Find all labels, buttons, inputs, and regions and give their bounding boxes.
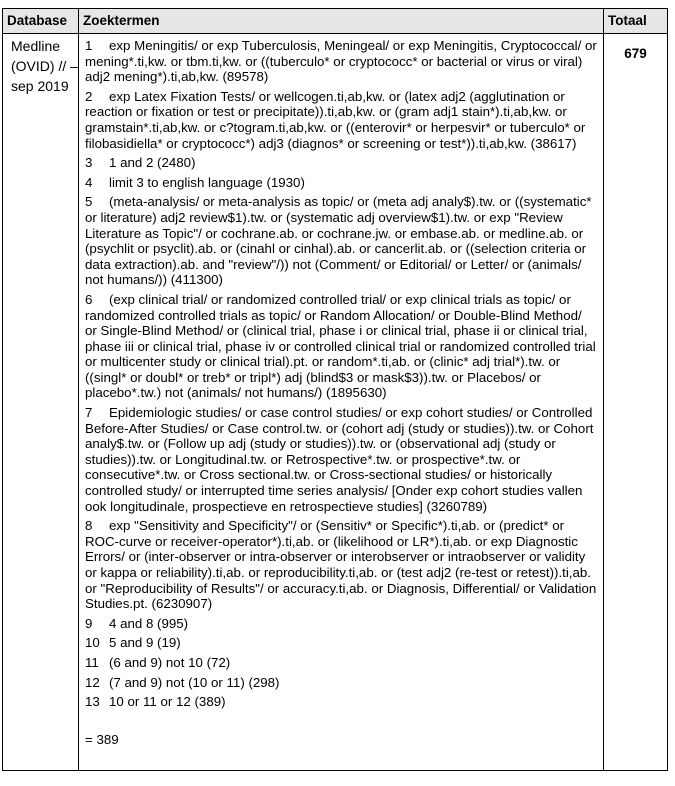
search-line <box>85 175 597 191</box>
search-line-number: 3 <box>85 155 93 171</box>
search-strategy-table <box>2 8 668 771</box>
header-total: Totaal <box>604 9 668 34</box>
search-line-text: exp Latex Fixation Tests/ or wellcogen.ti,ab,kw. or (latex adj2 (agglutination or reaction or fixation or test or precipitate)).ti,ab,kw. or (gram adj1 stain*).ti,ab,kw. or gramstain*.ti,ab,kw. or c?togram.ti,ab,kw. or ((enterovir* or herpesvir* or tuberculo* or filobasidiella* or cryptococc*) adj3 (diagnos* or screening or test*)).ti,ab,kw. (38617) <box>85 88 586 151</box>
search-line-text: (meta-analysis/ or meta-analysis as topic/ or (meta adj analy$).tw. or ((systematic* or literature) adj2 review$1).tw. or (systematic adj overview$1).tw. or exp "Review Literature as Topic"/ or cochrane.ab. or cochrane.jw. or embase.ab. or medline.ab. or (psychlit or psyclit).ab. or (cinahl or cinhal).ab. or cancerlit.ab. or ((selection criteria or data extraction).ab. and "review"/)) not (Comment/ or Editorial/ or Letter/ or (animals/ not humans/)) (411300) <box>85 194 592 288</box>
search-line <box>85 518 597 612</box>
header-search-terms: Zoektermen <box>79 9 604 34</box>
search-terms-cell <box>79 34 604 771</box>
search-line <box>85 292 597 401</box>
search-line-text: limit 3 to english language (1930) <box>109 174 305 190</box>
search-line <box>85 675 597 691</box>
search-line-number: 4 <box>85 174 93 190</box>
search-line-text: (exp clinical trial/ or randomized controlled trial/ or exp clinical trials as topic/ or randomized controlled trials as topic/ or Random Allocation/ or Double-Blind Method/ or Single-Blind Method/ or (clinical trial, phase i or clinical trial, phase ii or clinical trial, phase iii or clinical trial, phase iv or controlled clinical trial or randomized controlled trial or multicenter study or clinical trial).pt. or random*.ti,ab. or (clinic* adj trial*).tw. or ((singl* or doubl* or treb* or tripl*) adj (blind$3 or mask$3)).tw. or Placebos/ or placebo*.tw.) not (animals/ not humans/) (1895630) <box>85 291 596 401</box>
search-line-text: Epidemiologic studies/ or case control studies/ or exp cohort studies/ or Controlled Before-After Studies/ or Case control.tw. or (cohort adj (study or studies)).tw. or Cohort analy$.tw. or (Follow up adj (study or studies)).tw. or (observational adj (study or studies)).tw. or Longitudinal.tw. or Retrospective*.tw. or prospective*.tw. or consecutive*.tw. or Cross sectional.tw. or Cross-sectional studies/ or historically controlled study/ or interrupted time series analysis/ [Onder exp cohort studies vallen ook longitudinale, prospectieve en retrospectieve studies] (3260789) <box>85 405 594 514</box>
search-line-number: 12 <box>85 674 100 690</box>
search-line-number: 11 <box>85 654 99 670</box>
search-line-number: 6 <box>85 291 93 307</box>
search-line-number: 7 <box>85 405 93 421</box>
search-line-text: exp Meningitis/ or exp Tuberculosis, Meningeal/ or exp Meningitis, Cryptococcal/ or mening*.ti,kw. or tbm.ti,kw. or ((tuberculo* or cryptococc* or bacterial or virus or viral) adj2 mening*).ti,ab,kw. (89578) <box>85 38 597 85</box>
header-row <box>3 9 668 34</box>
search-line-number: 13 <box>85 694 100 710</box>
search-line-text: 5 and 9 (19) <box>109 635 181 651</box>
search-line <box>85 194 597 288</box>
search-line-number: 8 <box>85 518 93 534</box>
search-line-text: 4 and 8 (995) <box>109 615 189 631</box>
search-line-text: 1 and 2 (2480) <box>109 155 196 171</box>
search-line-number: 5 <box>85 194 93 210</box>
search-line-number: 2 <box>85 88 93 104</box>
search-line-text: exp "Sensitivity and Specificity"/ or (Sensitiv* or Specific*).ti,ab. or (predict* or ROC-curve or receiver-operator*).ti,ab. or (likelihood or LR*).ti,ab. or exp Diagnostic Errors/ or (inter-observer or intra-observer or interobserver or intraobserver or validity or kappa or reliability).ti,ab. or reproducibility.ti,ab. or (test adj2 (re-test or retest)).ti,ab. or "Reproducibility of Results"/ or accuracy.ti,ab. or Diagnosis, Differential/ or Validation Studies.pt. (6230907) <box>85 518 597 612</box>
search-line-number: 10 <box>85 635 100 651</box>
search-line <box>85 405 597 514</box>
result-count: = 389 <box>85 731 119 747</box>
search-line-text: 10 or 11 or 12 (389) <box>109 694 226 710</box>
total-cell: 679 <box>604 34 668 771</box>
search-line-number: 1 <box>85 38 93 53</box>
database-cell: Medline (OVID) // – sep 2019 <box>3 34 79 771</box>
search-line <box>85 655 597 671</box>
search-line <box>85 694 597 710</box>
search-line <box>85 38 597 85</box>
search-line-text: (6 and 9) not 10 (72) <box>109 654 231 670</box>
search-line <box>85 155 597 171</box>
search-line-text: (7 and 9) not (10 or 11) (298) <box>109 674 280 690</box>
search-lines <box>85 38 597 710</box>
header-database: Database <box>3 9 79 34</box>
search-line <box>85 635 597 651</box>
table-row <box>3 34 668 771</box>
search-line <box>85 89 597 151</box>
search-line <box>85 616 597 632</box>
search-line-number: 9 <box>85 615 93 631</box>
